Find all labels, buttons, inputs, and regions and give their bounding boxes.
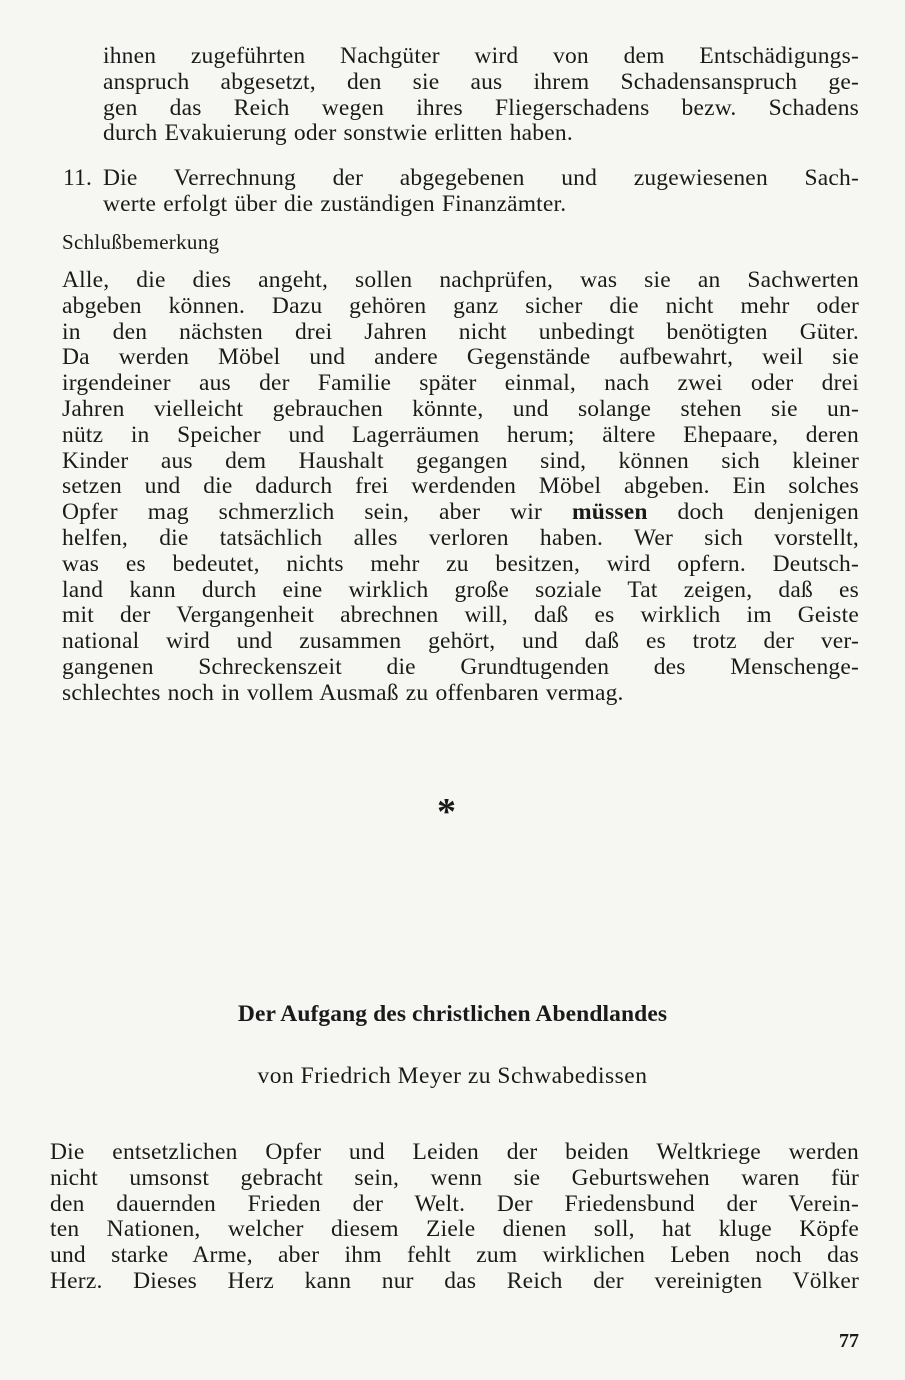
text-line: national wird und zusammen gehört, und daß es trotz der ver-: [62, 628, 859, 655]
text-line: anspruch abgesetzt, den sie aus ihrem Schadensanspruch ge-: [103, 68, 859, 95]
text-line: ihnen zugeführten Nachgüter wird von dem Entschädigungs-: [103, 43, 859, 69]
text-line: setzen und die dadurch frei werdenden Möbel abgeben. Ein solches: [62, 473, 859, 500]
text-line: Die Verrechnung der abgegebenen und zugewiesenen Sach-: [103, 165, 859, 191]
text-line: irgendeiner aus der Familie später einmal, nach zwei oder drei: [62, 370, 859, 397]
text-line: durch Evakuierung oder sonstwie erlitten haben.: [103, 120, 573, 147]
text-line: land kann durch eine wirklich große soziale Tat zeigen, daß es: [62, 576, 859, 603]
text-segment: doch denjenigen: [647, 499, 859, 526]
text-line: Da werden Möbel und andere Gegenstände aufbewahrt, weil sie: [62, 344, 859, 371]
article-author: von Friedrich Meyer zu Schwabedissen: [257, 1063, 648, 1089]
text-line: Kinder aus dem Haushalt gegangen sind, können sich kleiner: [62, 447, 859, 474]
text-line: Jahren vielleicht gebrauchen könnte, und solange stehen sie un-: [62, 395, 859, 422]
paragraph-number: 11.: [63, 165, 93, 191]
article-body-paragraph: [50, 1140, 859, 1295]
text-line: was es bedeutet, nichts mehr zu besitzen, wird opfern. Deutsch-: [62, 550, 859, 577]
text-line: abgeben können. Dazu gehören ganz sicher die nicht mehr oder: [62, 292, 859, 319]
text-line: den dauernden Frieden der Welt. Der Friedensbund der Verein-: [50, 1190, 859, 1217]
text-line: nicht umsonst gebracht sein, wenn sie Geburtswehen waren für: [50, 1164, 859, 1191]
text-segment: Opfer mag schmerzlich sein, aber wir: [62, 499, 572, 526]
text-line: Herz. Dieses Herz kann nur das Reich der vereinigten Völker: [50, 1267, 859, 1294]
paragraph-continuation: [103, 44, 859, 147]
text-line: in den nächsten drei Jahren nicht unbedingt benötigten Güter.: [62, 318, 859, 345]
page-number: 77: [839, 1330, 859, 1352]
emphasized-word: müssen: [571, 499, 648, 526]
text-line: und starke Arme, aber ihm fehlt zum wirklichen Leben noch das: [50, 1242, 859, 1269]
text-line: mit der Vergangenheit abrechnen will, daß es wirklich im Geiste: [62, 602, 859, 629]
text-line: ten Nationen, welcher diesem Ziele dienen soll, hat kluge Köpfe: [50, 1216, 859, 1243]
text-line: werte erfolgt über die zuständigen Finanzämter.: [103, 190, 567, 217]
article-title: Der Aufgang des christlichen Abendlandes: [237, 1001, 668, 1027]
text-line: gangenen Schreckenszeit die Grundtugenden des Menschenge-: [62, 653, 859, 680]
text-line: Die entsetzlichen Opfer und Leiden der beiden Weltkriege werden: [50, 1139, 859, 1165]
text-line: gen das Reich wegen ihres Fliegerschadens bezw. Schadens: [103, 94, 859, 121]
text-line: nütz in Speicher und Lagerräumen herum; ältere Ehepaare, deren: [62, 421, 859, 448]
text-line: [62, 500, 859, 526]
section-separator: *: [437, 791, 456, 833]
text-line: helfen, die tatsächlich alles verloren haben. Wer sich vorstellt,: [62, 524, 859, 551]
text-line: schlechtes noch in vollem Ausmaß zu offenbaren vermag.: [62, 679, 624, 706]
section-heading: Schlußbemerkung: [62, 230, 220, 254]
closing-remarks-paragraph: [62, 268, 859, 707]
text-line: Alle, die dies angeht, sollen nachprüfen, was sie an Sachwerten: [62, 267, 859, 293]
numbered-paragraph-11: [63, 165, 859, 218]
